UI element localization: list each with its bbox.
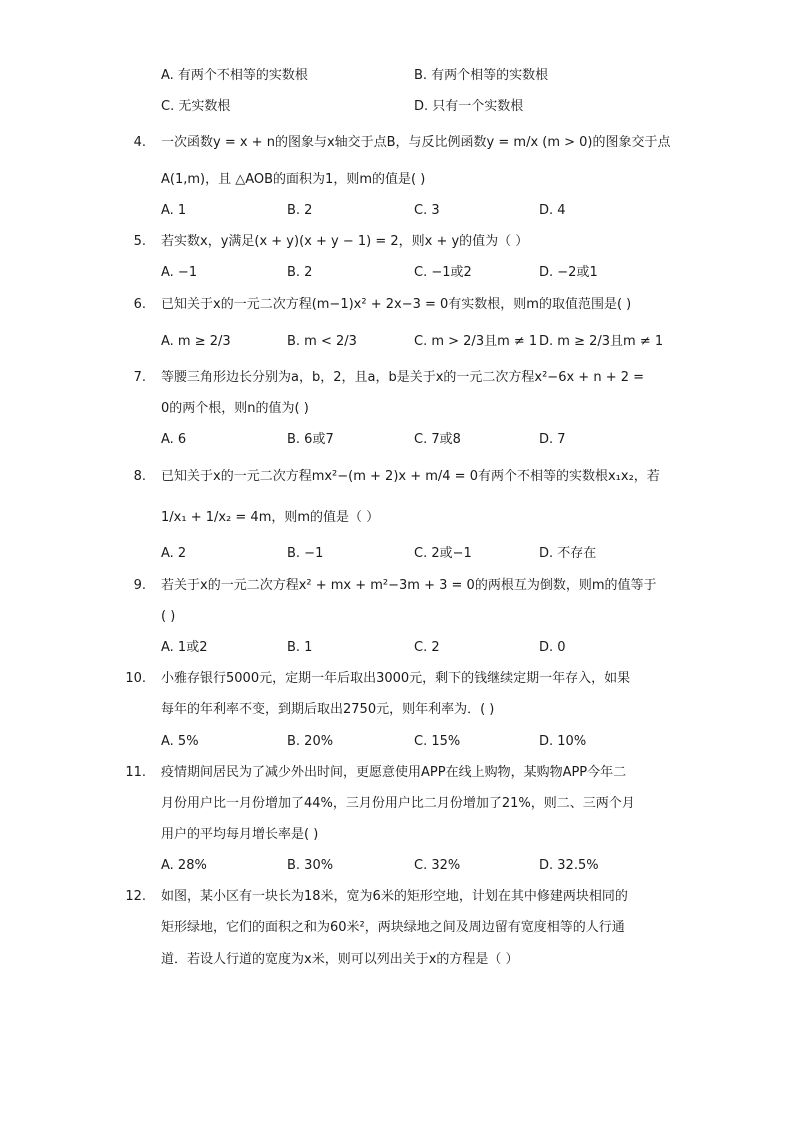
option-c: C. −1或2 [414,265,472,280]
option-d: D. 0 [539,640,566,655]
question-text-line: A(1,m)，且 △AOB的面积为1，则m的值是( ) [161,172,426,187]
question-text-line: 每年的年利率不变，到期后取出2750元，则年利率为．( ) [161,702,495,717]
option-d: D. 7 [539,432,566,447]
q3-option-d: D. 只有一个实数根 [414,99,524,114]
question-number: 9. [133,578,146,593]
question-text-line: 疫情期间居民为了减少外出时间，更愿意使用APP在线上购物，某购物APP今年二 [161,765,627,780]
question-text-line: 道．若设人行道的宽度为x米，则可以列出关于x的方程是（ ） [161,952,519,967]
option-b: B. 2 [287,265,313,280]
option-d: D. −2或1 [539,265,598,280]
question-number: 4. [133,135,146,150]
question-text-line: 如图，某小区有一块长为18米，宽为6米的矩形空地，计划在其中修建两块相同的 [161,889,628,904]
question-text-line: 若关于x的一元二次方程x² + mx + m²−3m + 3 = 0的两根互为倒数，则m的值等于 [161,578,657,593]
question-text-line: ( ) [161,609,176,624]
question-text-line: 月份用户比一月份增加了44%，三月份用户比二月份增加了21%，则二、三两个月 [161,796,635,811]
option-a: A. 6 [161,432,187,447]
option-b: B. 30% [287,858,334,873]
question-text-line: 若实数x，y满足(x + y)(x + y − 1) = 2，则x + y的值为（ ） [161,234,529,249]
option-a: A. 2 [161,546,187,561]
question-number: 7. [133,370,146,385]
option-d: D. 4 [539,203,566,218]
question-number: 6. [133,297,146,312]
option-c: C. 3 [414,203,440,218]
option-c: C. 2 [414,640,440,655]
question-text-line: 等腰三角形边长分别为a，b，2，且a，b是关于x的一元二次方程x²−6x + n + 2 = [161,370,645,385]
question-text-line: 1/x₁ + 1/x₂ = 4m，则m的值是（ ） [161,510,380,525]
option-b: B. −1 [287,546,324,561]
option-c: C. 2或−1 [414,546,472,561]
question-number: 8. [133,469,146,484]
option-a: A. 1 [161,203,187,218]
question-text-line: 一次函数y = x + n的图象与x轴交于点B，与反比例函数y = m/x (m > 0)的图象交于点 [161,135,671,150]
q3-option-b: B. 有两个相等的实数根 [414,68,549,83]
option-b: B. 2 [287,203,313,218]
option-c: C. 15% [414,734,461,749]
question-text-line: 小雅存银行5000元，定期一年后取出3000元，剩下的钱继续定期一年存入，如果 [161,671,631,686]
option-d: D. m ≥ 2/3且m ≠ 1 [539,334,664,349]
option-c: C. m > 2/3且m ≠ 1 [414,334,538,349]
option-d: D. 不存在 [539,546,597,561]
option-c: C. 32% [414,858,461,873]
option-b: B. 20% [287,734,334,749]
question-number: 5. [133,234,146,249]
q3-option-c: C. 无实数根 [161,99,231,114]
question-number: 12. [125,889,146,904]
option-c: C. 7或8 [414,432,461,447]
option-b: B. 6或7 [287,432,334,447]
option-a: A. −1 [161,265,198,280]
option-a: A. 5% [161,734,199,749]
option-b: B. m < 2/3 [287,334,357,349]
q3-option-a: A. 有两个不相等的实数根 [161,68,308,83]
option-a: A. 1或2 [161,640,208,655]
question-text-line: 已知关于x的一元二次方程mx²−(m + 2)x + m/4 = 0有两个不相等的实数根x₁x₂，若 [161,469,660,484]
question-text-line: 用户的平均每月增长率是( ) [161,827,319,842]
question-text-line: 已知关于x的一元二次方程(m−1)x² + 2x−3 = 0有实数根，则m的取值范围是( ) [161,297,632,312]
question-number: 11. [125,765,146,780]
option-d: D. 10% [539,734,587,749]
option-d: D. 32.5% [539,858,599,873]
question-text-line: 0的两个根，则n的值为( ) [161,401,309,416]
question-number: 10. [125,671,146,686]
option-a: A. m ≥ 2/3 [161,334,231,349]
option-a: A. 28% [161,858,207,873]
question-text-line: 矩形绿地，它们的面积之和为60米²，两块绿地之间及周边留有宽度相等的人行通 [161,920,625,935]
option-b: B. 1 [287,640,313,655]
